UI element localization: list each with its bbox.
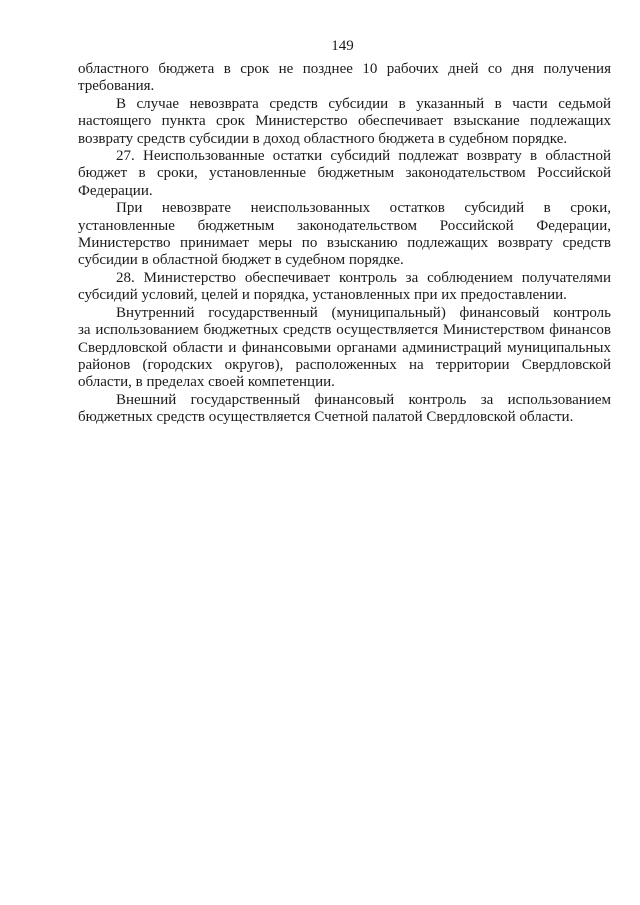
text-line: субсидий условий, целей и порядка, установленных при их предоставлении. [78,287,567,304]
text-line: Министерство принимает меры по взысканию подлежащих возврату средств [78,235,611,252]
text-line: установленные бюджетным законодательством Российской Федерации, [78,217,611,234]
text-line: 28. Министерство обеспечивает контроль за соблюдением получателями [116,269,611,286]
paragraph [78,270,611,305]
text-line: области, в пределах своей компетенции. [78,374,335,391]
text-line: бюджетных средств осуществляется Счетной палатой Свердловской области. [78,409,574,426]
paragraph [78,305,611,392]
text-line: В случае невозврата средств субсидии в указанный в части седьмой [116,95,611,112]
text-line: за использованием бюджетных средств осуществляется Министерством финансов [78,322,611,339]
text-line: бюджет в сроки, установленные бюджетным законодательством Российской [78,165,611,182]
text-line: При невозврате неиспользованных остатков субсидий в сроки, [116,200,611,217]
text-line: районов (городских округов), расположенных на территории Свердловской [78,356,611,373]
text-line: Внешний государственный финансовый контроль за использованием [116,391,611,408]
text-line: возврату средств субсидии в доход областного бюджета в судебном порядке. [78,130,568,147]
text-line: 27. Неиспользованные остатки субсидий подлежат возврату в областной [116,148,611,165]
text-line: настоящего пункта срок Министерство обеспечивает взыскание подлежащих [78,113,611,130]
paragraph [78,96,611,148]
text-line: требования. [78,78,155,95]
page-number: 149 [331,38,354,54]
text-line: субсидии в областной бюджет в судебном порядке. [78,252,404,269]
paragraph [78,392,611,427]
paragraph [78,148,611,200]
paragraph [78,200,611,270]
document-body [78,61,611,427]
text-line: областного бюджета в срок не позднее 10 рабочих дней со дня получения [78,61,611,77]
text-line: Свердловской области и финансовыми органами администраций муниципальных [78,339,611,356]
text-line: Внутренний государственный (муниципальный) финансовый контроль [116,304,611,321]
text-line: Федерации. [78,182,153,199]
paragraph [78,61,611,96]
